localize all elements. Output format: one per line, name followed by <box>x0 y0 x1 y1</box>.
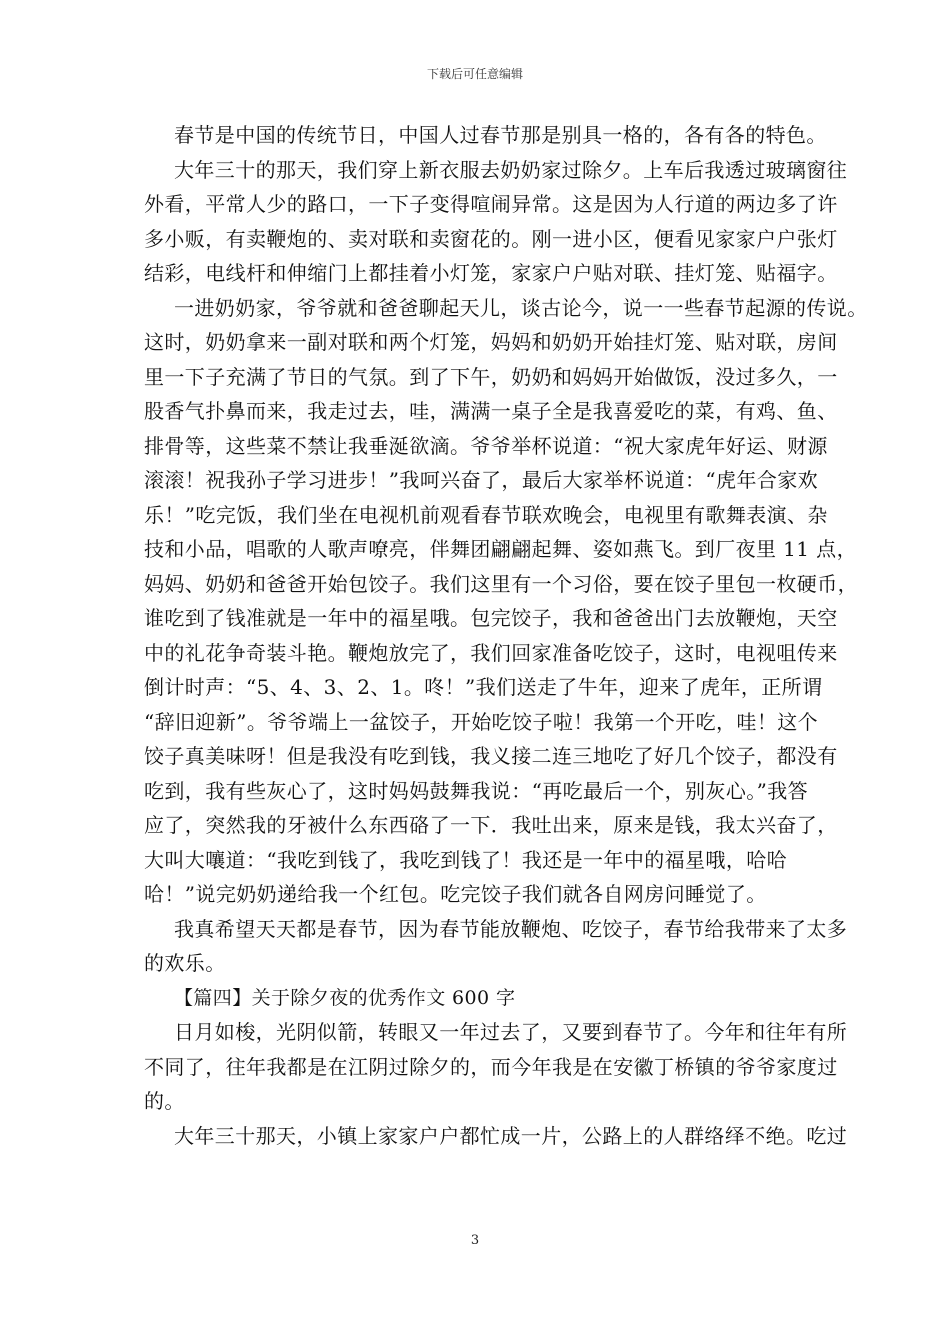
text-line: 大叫大嚷道：“我吃到钱了，我吃到钱了！我还是一年中的福星哦，哈哈 <box>144 847 788 872</box>
text-line: 大年三十的那天，我们穿上新衣服去奶奶家过除夕。上车后我透过玻璃窗往 <box>174 157 848 182</box>
text-line: 滚滚！祝我孙子学习进步！”我呵兴奋了，最后大家举杯说道：“虎年合家欢 <box>144 468 819 492</box>
text-line: 日月如梭，光阴似箭，转眼又一年过去了，又要到春节了。今年和往年有所 <box>174 1020 848 1044</box>
text-line: 大年三十那天，小镇上家家户户都忙成一片，公路上的人群络绎不绝。吃过 <box>174 1123 848 1148</box>
text-line: 乐！”吃完饭，我们坐在电视机前观看春节联欢晚会，电视里有歌舞表演、杂 <box>144 502 828 527</box>
text-line: 的欢乐。 <box>144 951 226 975</box>
text-line: 谁吃到了钱准就是一年中的福星哦。包完饺子，我和爸爸出门去放鞭炮，天空 <box>144 606 838 630</box>
text-line: 的。 <box>144 1089 185 1113</box>
text-line: 应了，突然我的牙被什么东西硌了一下．我吐出来，原来是钱，我太兴奋了， <box>144 813 838 837</box>
text-line: 哈！”说完奶奶递给我一个红包。吃完饺子我们就各自网房问睡觉了。 <box>144 882 767 906</box>
text-line: 多小贩，有卖鞭炮的、卖对联和卖窗花的。刚一进小区，便看见家家户户张灯 <box>144 226 838 251</box>
text-line: 中的礼花争奇装斗艳。鞭炮放完了，我们回家准备吃饺子，这时，电视咀传来 <box>144 640 838 665</box>
document-body <box>144 118 868 1153</box>
text-line: 外看，平常人少的路口，一下子变得喧闹异常。这是因为人行道的两边多了许 <box>144 192 838 216</box>
section-heading: 【篇四】关于除夕夜的优秀作文 600 字 <box>174 986 516 1009</box>
text-line: “辞旧迎新”。爷爷端上一盆饺子，开始吃饺子啦！我第一个开吃，哇！这个 <box>144 709 819 734</box>
text-line: 排骨等，这些菜不禁让我垂涎欲滴。爷爷举杯说道：“祝大家虎年好运、财源 <box>144 433 828 458</box>
text-line: 妈妈、奶奶和爸爸开始包饺子。我们这里有一个习俗，要在饺子里包一枚硬币， <box>144 571 858 596</box>
text-line: 里一下子充满了节日的气氛。到了下午，奶奶和妈妈开始做饭，没过多久，一 <box>144 364 838 389</box>
text-line: 结彩，电线杆和伸缩门上都挂着小灯笼，家家户户贴对联、挂灯笼、贴福字。 <box>144 261 838 285</box>
text-line: 一进奶奶家，爷爷就和爸爸聊起天儿，谈古论今，说一一些春节起源的传说。 <box>174 295 868 320</box>
text-line: 我真希望天天都是春节，因为春节能放鞭炮、吃饺子，春节给我带来了太多 <box>174 916 848 941</box>
text-line: 不同了，往年我都是在江阴过除夕的，而今年我是在安徽丁桥镇的爷爷家度过 <box>144 1054 838 1079</box>
page-header: 下载后可任意编辑 <box>426 67 523 81</box>
page-number: 3 <box>470 1233 480 1248</box>
text-line: 吃到，我有些灰心了，这时妈妈鼓舞我说：“再吃最后一个，别灰心。”我答 <box>144 778 809 803</box>
text-line: 饺子真美味呀！但是我没有吃到钱，我义接二连三地吃了好几个饺子，都没有 <box>144 744 838 768</box>
text-line: 倒计时声：“5、4、3、2、1。咚！”我们送走了牛年，迎来了虎年，正所谓 <box>144 675 823 699</box>
text-line: 这时，奶奶拿来一副对联和两个灯笼，妈妈和奶奶开始挂灯笼、贴对联，房间 <box>144 330 838 354</box>
text-line: 春节是中国的传统节日，中国人过春节那是别具一格的，各有各的特色。 <box>174 123 827 147</box>
text-line: 技和小品，唱歌的人歌声嘹亮，伴舞团翩翩起舞、姿如燕飞。到厂夜里 11 点， <box>144 537 857 561</box>
text-line: 股香气扑鼻而来，我走过去，哇，满满一桌子全是我喜爱吃的菜，有鸡、鱼、 <box>144 399 838 423</box>
